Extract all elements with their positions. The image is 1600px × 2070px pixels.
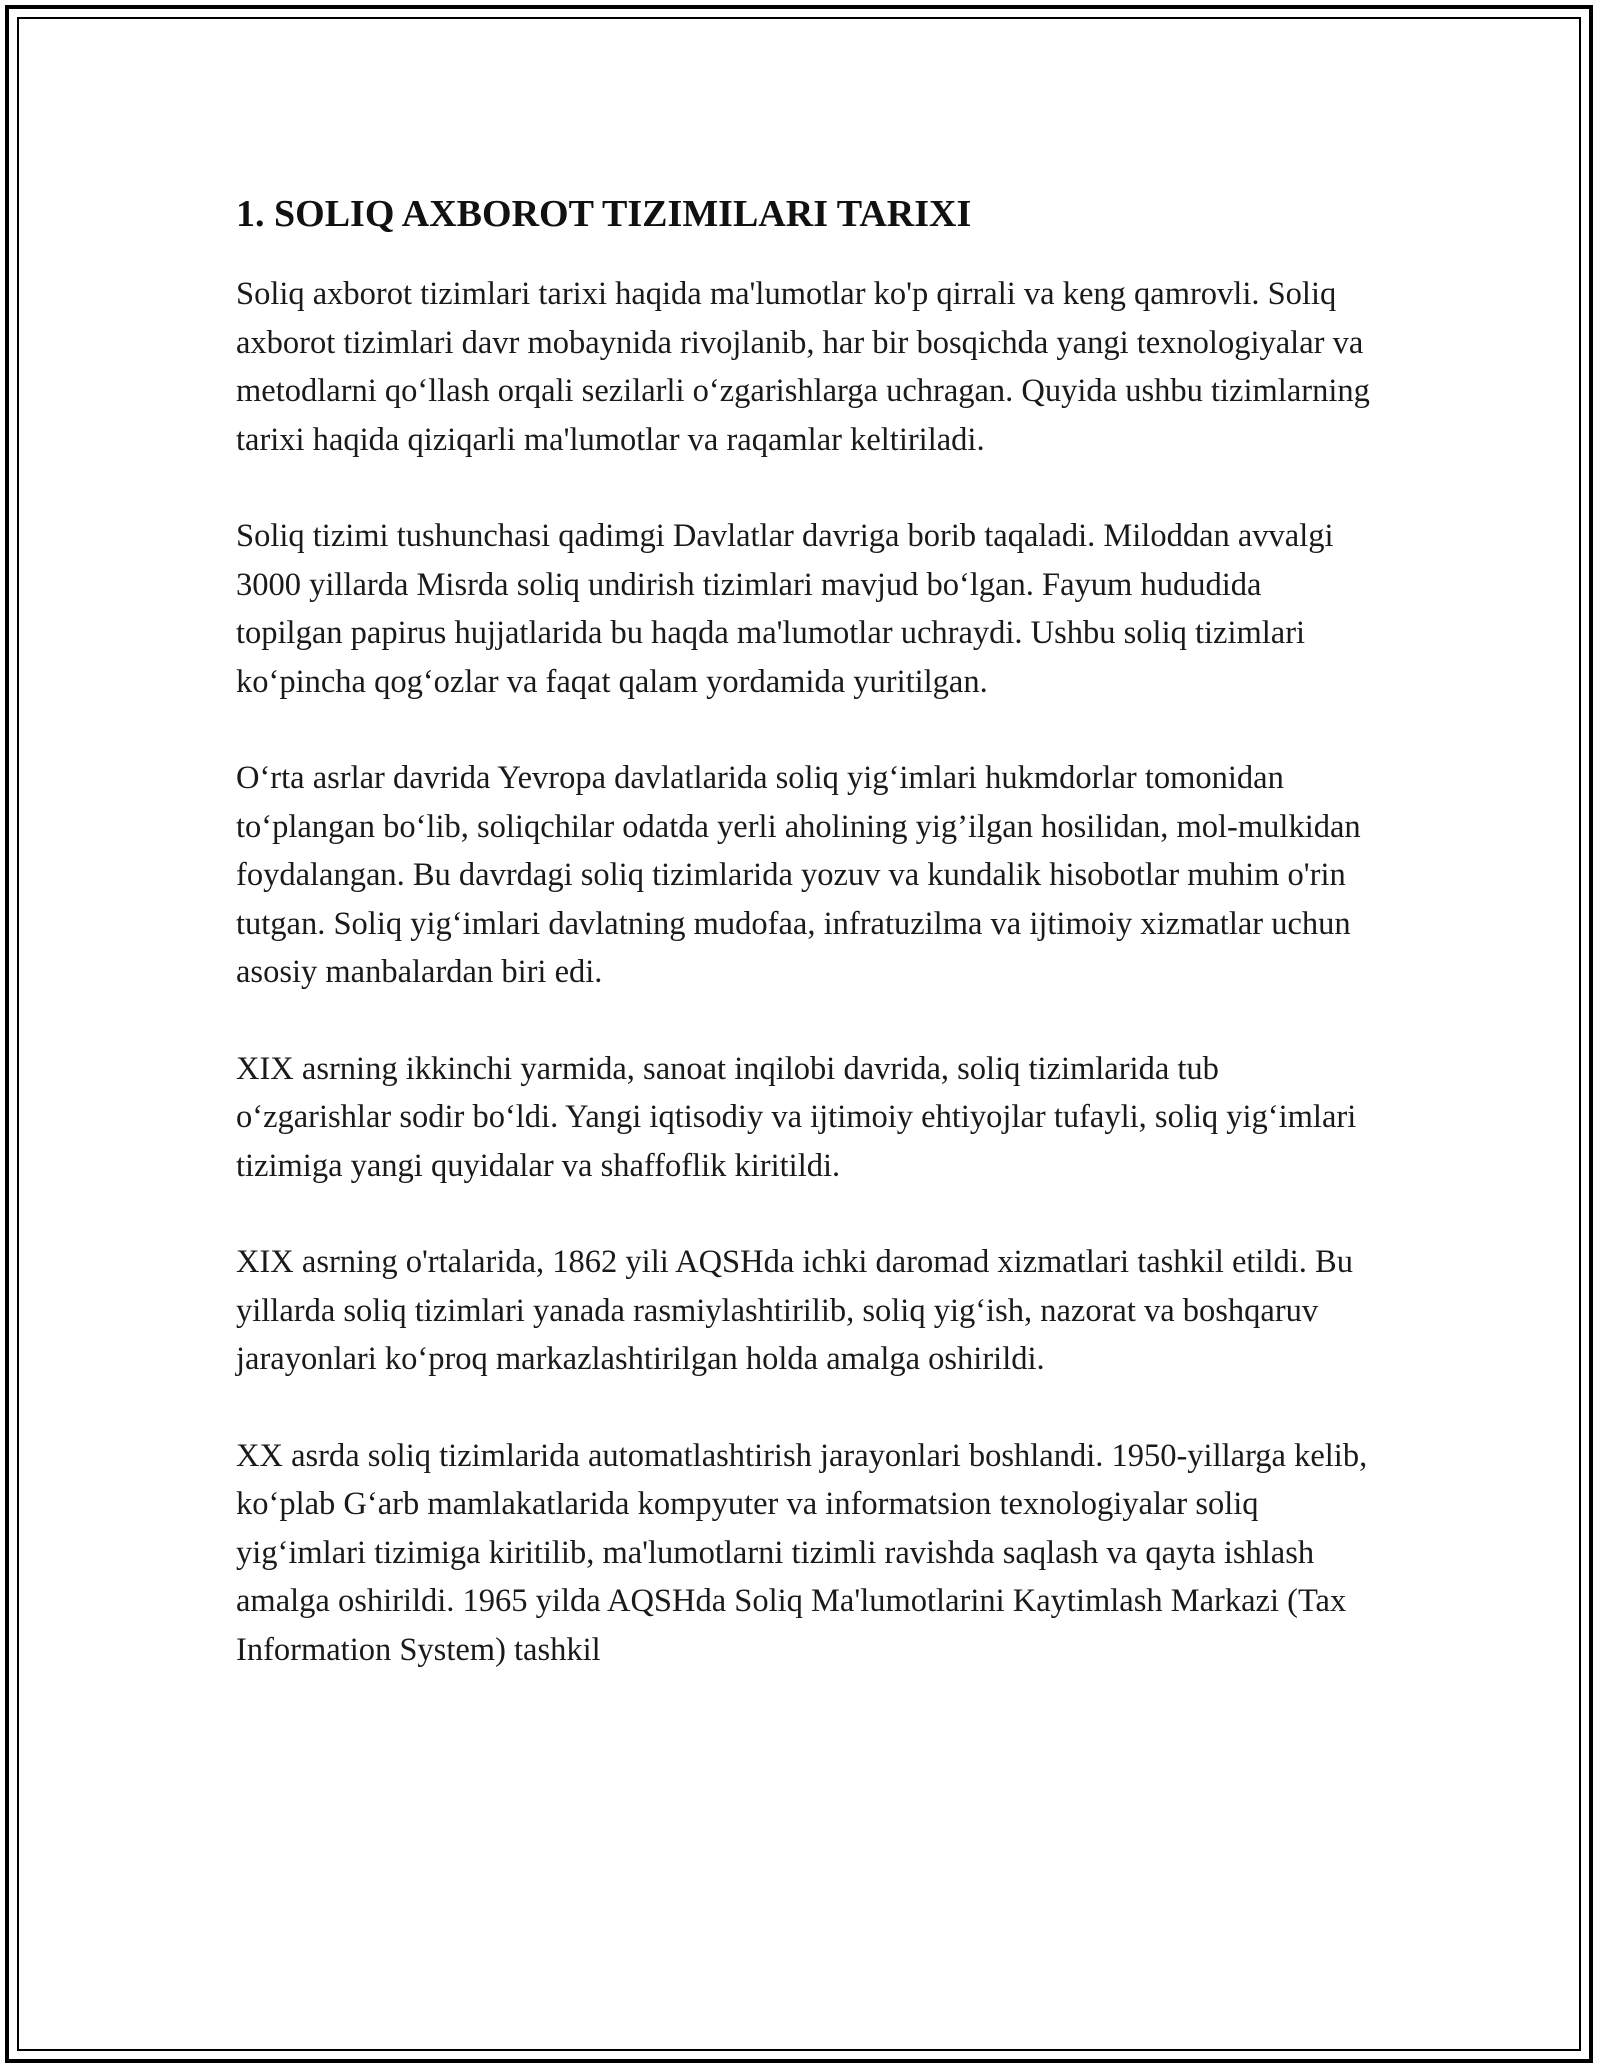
paragraph-intro: Soliq axborot tizimlari tarixi haqida ma'lumotlar ko'p qirrali va keng qamrovli. Soliq axborot tizimlari davr mobaynida rivojlanib, har bir bosqichda yangi texnologiyalar va metodlarni qo‘llash orqali sezilarli o‘zgarishlarga uchragan. Quyida ushbu tizimlarning tarixi haqida qiziqarli ma'lumotlar va raqamlar keltiriladi. (236, 276, 1370, 458)
document-body (236, 186, 1376, 1722)
paragraph-industrial: XIX asrning ikkinchi yarmida, sanoat inqilobi davrida, soliq tizimlarida tub o‘zgarishlar sodir bo‘ldi. Yangi iqtisodiy va ijtimoiy ehtiyojlar tufayli, soliq yig‘imlari tizimiga yangi quyidalar va shaffoflik kiritildi. (236, 1050, 1357, 1184)
paragraph-middle-ages: O‘rta asrlar davrida Yevropa davlatlarida soliq yig‘imlari hukmdorlar tomonidan to‘plangan bo‘lib, soliqchilar odatda yerli aholining yig’ilgan hosilidan, mol-mulkidan foydalangan. Bu davrdagi soliq tizimlarida yozuv va kundalik hisobotlar muhim o'rin tutgan. Soliq yig‘imlari davlatning mudofaa, infratuzilma va ijtimoiy xizmatlar uchun asosiy manbalardan biri edi. (236, 760, 1361, 990)
paragraph-ancient: Soliq tizimi tushunchasi qadimgi Davlatlar davriga borib taqaladi. Miloddan avvalgi 3000 yillarda Misrda soliq undirish tizimlari mavjud bo‘lgan. Fayum hududida topilgan papirus hujjatlarida bu haqda ma'lumotlar uchraydi. Ushbu soliq tizimlari ko‘pincha qog‘ozlar va faqat qalam yordamida yuritilgan. (236, 518, 1334, 700)
paragraph-automation: XX asrda soliq tizimlarida automatlashtirish jarayonlari boshlandi. 1950-yillarga kelib, ko‘plab G‘arb mamlakatlarida kompyuter va informatsion texnologiyalar soliq yig‘imlari tizimiga kiritilib, ma'lumotlarni tizimli ravishda saqlash va qayta ishlash amalga oshirildi. 1965 yilda AQSHda Soliq Ma'lumotlarini Kaytimlash Markazi (Tax Information System) tashkil (236, 1437, 1368, 1668)
document-title: 1. SOLIQ AXBOROT TIZIMILARI TARIXI (236, 193, 972, 235)
paragraph-irs: XIX asrning o'rtalarida, 1862 yili AQSHda ichki daromad xizmatlari tashkil etildi. Bu yillarda soliq tizimlari yanada rasmiylashtirilib, soliq yig‘ish, nazorat va boshqaruv jarayonlari ko‘proq markazlashtirilgan holda amalga oshirildi. (236, 1244, 1353, 1377)
